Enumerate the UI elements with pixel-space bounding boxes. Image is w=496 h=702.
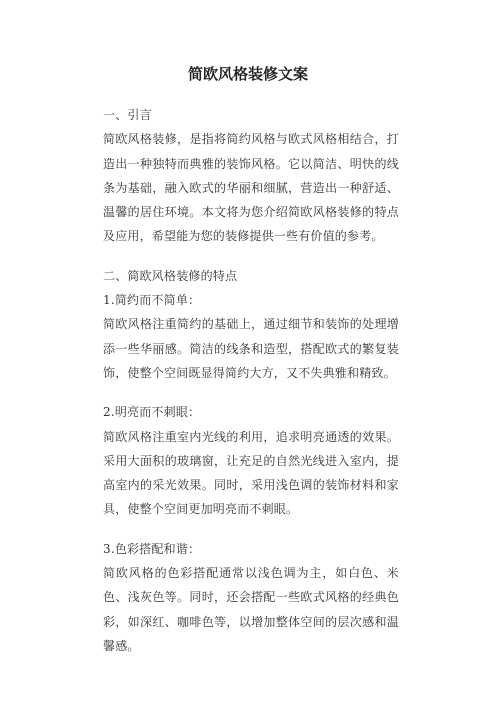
feature-paragraph-1: 简欧风格注重简约的基础上，通过细节和装饰的处理增添一些华丽感。简洁的线条和造型，搭配欧式的繁复装饰，使整个空间既显得简约大方，又不失典雅和精致。 — [103, 317, 399, 380]
feature-paragraph-2: 简欧风格注重室内光线的利用，追求明亮通透的效果。采用大面积的玻璃窗，让充足的自然光线进入室内，提高室内的采光效果。同时，采用浅色调的装饰材料和家具，使整个空间更加明亮而不刺眼。 — [103, 429, 399, 517]
document-body — [103, 103, 399, 658]
spacer — [103, 249, 399, 264]
feature-label-2: 2.明亮而不刺眼： — [103, 405, 201, 420]
document-title: 简欧风格装修文案 — [187, 65, 308, 83]
feature-label-1: 1.简约而不简单： — [103, 293, 201, 308]
feature-label-3: 3.色彩搭配和谐： — [103, 541, 201, 556]
section-heading-features: 二、简欧风格装修的特点 — [103, 268, 238, 283]
intro-paragraph: 简欧风格装修，是指将简约风格与欧式风格相结合，打造出一种独特而典雅的装饰风格。它以简洁、明快的线条为基础，融入欧式的华丽和细腻，营造出一种舒适、温馨的居住环境。本文将为您介绍简欧风格装修的特点及应用，希望能为您的装修提供一些有价值的参考。 — [103, 132, 399, 244]
feature-paragraph-3: 简欧风格的色彩搭配通常以浅色调为主，如白色、米色、浅灰色等。同时，还会搭配一些欧式风格的经典色彩，如深红、咖啡色等，以增加整体空间的层次感和温馨感。 — [103, 566, 399, 653]
spacer — [103, 522, 399, 537]
section-heading-intro: 一、引言 — [103, 108, 152, 122]
spacer — [103, 385, 399, 400]
